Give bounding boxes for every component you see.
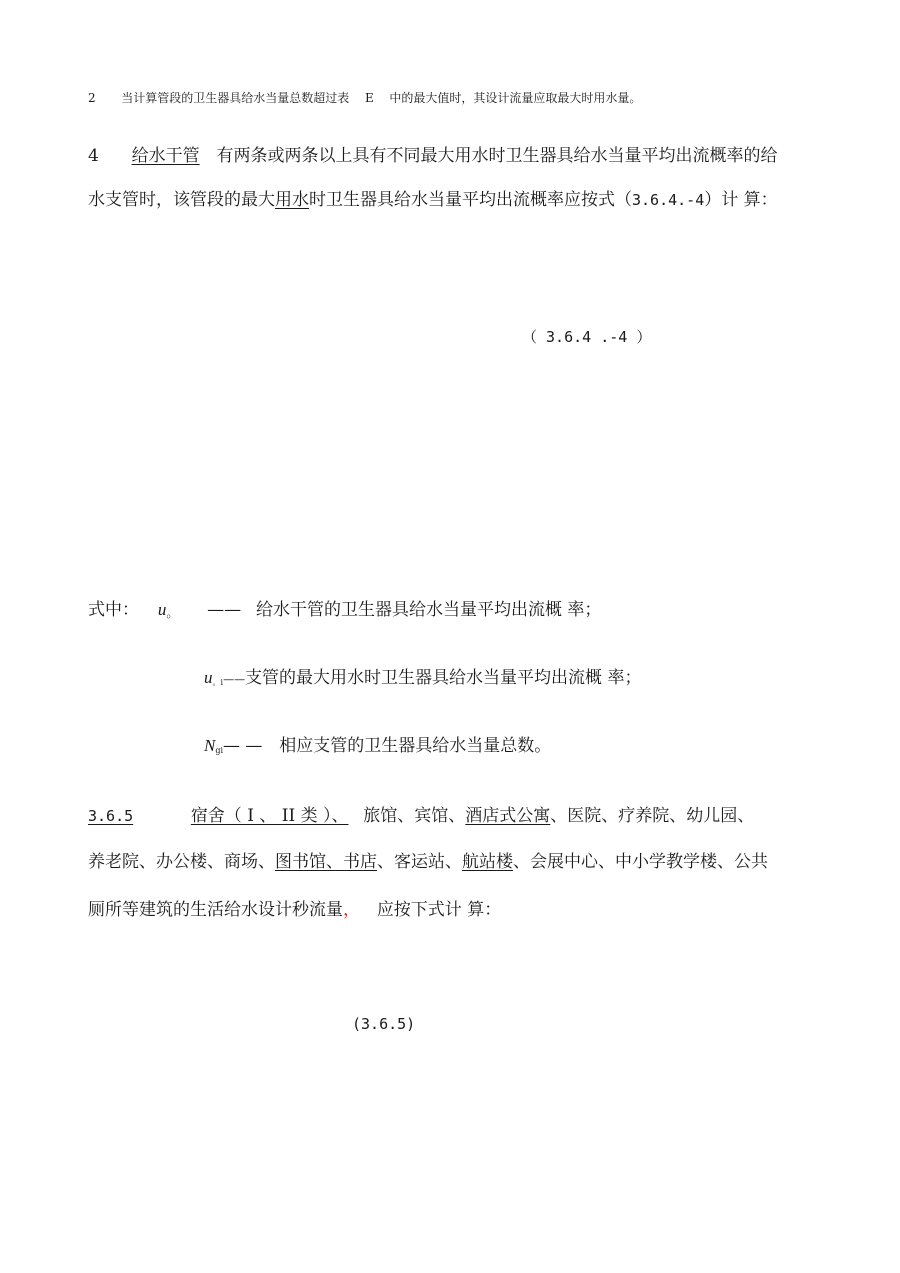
symbol-u0: u <box>157 600 167 619</box>
definition-ngi: 相应支管的卫生器具给水当量总数。 <box>279 736 552 756</box>
term-library-bookstore: 图书馆、书店 <box>275 852 377 872</box>
section-3-6-5-line-1 <box>88 806 754 826</box>
section-3-6-5-line-2 <box>88 852 768 872</box>
dash-3: — — <box>223 736 263 756</box>
where-line-1 <box>88 600 601 623</box>
item-4-line-1 <box>88 146 777 166</box>
section-3-6-5-number: 3.6.5 <box>88 807 134 825</box>
note-2-line <box>88 88 641 108</box>
symbol-u0i: u <box>204 668 213 687</box>
term-terminal-building: 航站楼 <box>462 852 513 872</box>
section-3-6-5-text-g: 应按下式计 算： <box>376 900 502 920</box>
item-4-number: 4 <box>88 146 99 166</box>
item-4-text-d: ）计 算： <box>704 190 778 210</box>
item-4-text-b: 水支管时，该管段的最大 <box>88 190 275 210</box>
section-3-6-5-text-e: 、会展中心、中小学教学楼、公共 <box>513 852 768 872</box>
term-dormitory: 宿舍（ I 、 II 类 ）、 <box>190 806 349 826</box>
item-4-term-water-use: 用水 <box>275 190 309 210</box>
item-4-formula-ref: 3.6.4.-4 <box>632 191 705 209</box>
definition-u0i: 支管的最大用水时卫生器具给水当量平均出流概 率； <box>245 668 642 688</box>
formula-3-6-5-label: (3.6.5) <box>352 1015 416 1033</box>
symbol-u0i-subscript: 。i <box>212 678 224 687</box>
where-line-3 <box>204 736 551 761</box>
item-4-term-trunk-pipe: 给水干管 <box>131 146 200 166</box>
section-3-6-5-text-f: 厕所等建筑的生活给水设计秒流量 <box>88 900 343 920</box>
note-2-number: 2 <box>88 91 96 105</box>
red-comma: ， <box>343 900 360 920</box>
section-3-6-5-text-d: 、客运站、 <box>377 852 462 872</box>
section-3-6-5-text-a: 旅馆、宾馆、 <box>363 806 466 826</box>
dash-2: —— <box>223 673 246 686</box>
section-3-6-5-text-c: 养老院、办公楼、商场、 <box>88 852 275 872</box>
note-2-text-b: 中的最大值时，其设计流量应取最大时用水量。 <box>389 91 642 105</box>
where-prefix: 式中： <box>88 600 139 620</box>
definition-u0: 给水干管的卫生器具给水当量平均出流概 率； <box>255 600 602 620</box>
item-4-text-a: 有两条或两条以上具有不同最大用水时卫生器具给水当量平均出流概率的给 <box>216 146 778 166</box>
term-serviced-apartment: 酒店式公寓 <box>465 806 551 826</box>
symbol-ngi: N <box>204 736 216 755</box>
note-2-table-ref: E <box>364 91 374 105</box>
where-line-2 <box>204 668 641 693</box>
symbol-u0-subscript: 。 <box>166 606 179 620</box>
section-3-6-5-text-b: 、医院、疗养院、幼儿园、 <box>550 806 755 826</box>
item-4-text-c: 时卫生器具给水当量平均出流概率应按式（ <box>309 190 632 210</box>
dash-1: —— <box>207 600 242 620</box>
item-4-line-2 <box>88 190 778 210</box>
formula-3-6-4-4-label: （ 3.6.4 .-4 ） <box>522 328 652 346</box>
symbol-ngi-subscript: gi <box>215 746 224 755</box>
note-2-text-a: 当计算管段的卫生器具给水当量总数超过表 <box>121 91 350 105</box>
section-3-6-5-line-3 <box>88 900 501 920</box>
